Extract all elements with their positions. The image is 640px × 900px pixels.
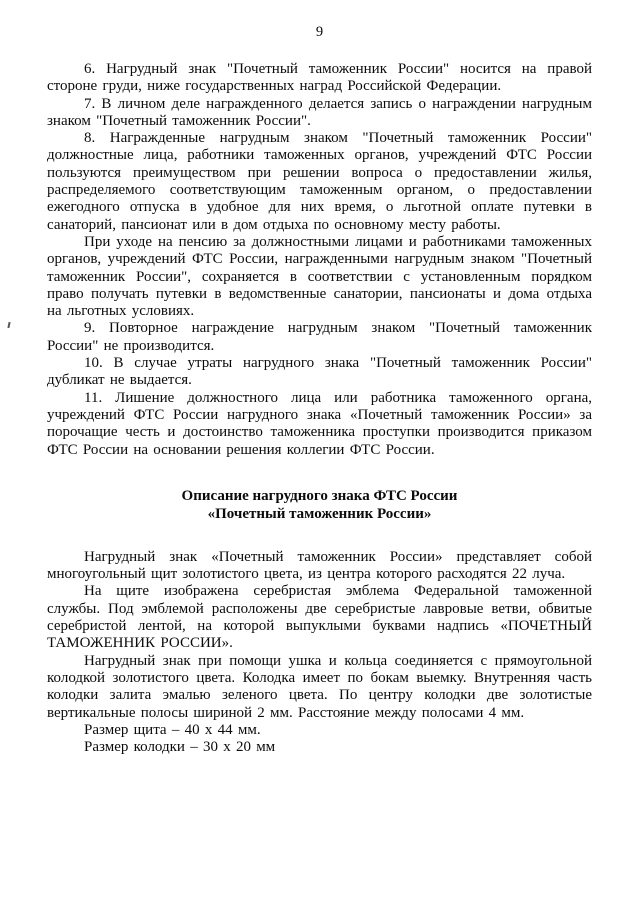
description-paragraph-block-size: Размер колодки – 30 х 20 мм [84,739,276,756]
paragraph-item-11: 11. Лишение должностного лица или работника таможенного органа, учреждений ФТС России нагрудного знака «Почетный таможенник России» за порочащие честь и достоинство таможенника проступки производится приказом ФТС России на основании решения коллегии ФТС России. [47,389,592,458]
description-body [47,549,592,757]
paragraph-item-pension: При уходе на пенсию за должностными лицами и работниками таможенных органов, учреждений ФТС России, награжденными нагрудным знаком "Почетный таможенник России", сохраняется в соответствии с установленным порядком право получать путевки в ведомственные санатории, пансионаты и дома отдыха на льготных условиях. [47,233,592,320]
section-heading-line2: «Почетный таможенник России» [207,505,432,522]
paragraph-item-8: 8. Награжденные нагрудным знаком "Почетный таможенник России" должностные лица, работники таможенных органов, учреждений ФТС России пользуются преимуществом при решении вопроса о предоставлении жилья, распределяемого соответствующим таможенным органом, о предоставлении ежегодного отпуска в удобное для них время, о льготной оплате путевки в санаторий, пансионат или в дом отдыха по основному месту работы. [47,130,592,233]
description-paragraph-3: Нагрудный знак при помощи ушка и кольца соединяется с прямоугольной колодкой золотистого цвета. Колодка имеет по бокам выемку. Внутренняя часть колодки залита эмалью зеленого цвета. По центру колодки две золотистые вертикальные полосы шириной 2 мм. Расстояние между полосами 4 мм. [47,652,592,721]
document-body [47,61,592,459]
paragraph-item-9: 9. Повторное награждение нагрудным знаком "Почетный таможенник России" не производится. [47,320,592,354]
page-number: 9 [315,24,324,40]
section-heading-line1: Описание нагрудного знака ФТС России [181,487,458,504]
paragraph-item-10: 10. В случае утраты нагрудного знака "Почетный таможенник России" дубликат не выдается. [47,355,592,389]
scan-artifact [7,322,10,328]
paragraph-item-6: 6. Нагрудный знак "Почетный таможенник России" носится на правой стороне груди, ниже государственных наград Российской Федерации. [47,61,592,95]
paragraph-item-7: 7. В личном деле награжденного делается запись о награждении нагрудным знаком "Почетный таможенник России". [47,95,592,129]
section-heading [47,487,592,523]
description-paragraph-1: Нагрудный знак «Почетный таможенник России» представляет собой многоугольный щит золотистого цвета, из центра которого расходятся 22 луча. [47,548,592,583]
description-paragraph-2: На щите изображена серебристая эмблема Федеральной таможенной службы. Под эмблемой расположены две серебристые лавровые ветви, обвитые серебристой лентой, на которой выпуклыми буквами надпись «ПОЧЕТНЫЙ ТАМОЖЕННИК РОССИИ». [47,583,592,652]
description-paragraph-shield-size: Размер щита – 40 х 44 мм. [84,721,261,738]
